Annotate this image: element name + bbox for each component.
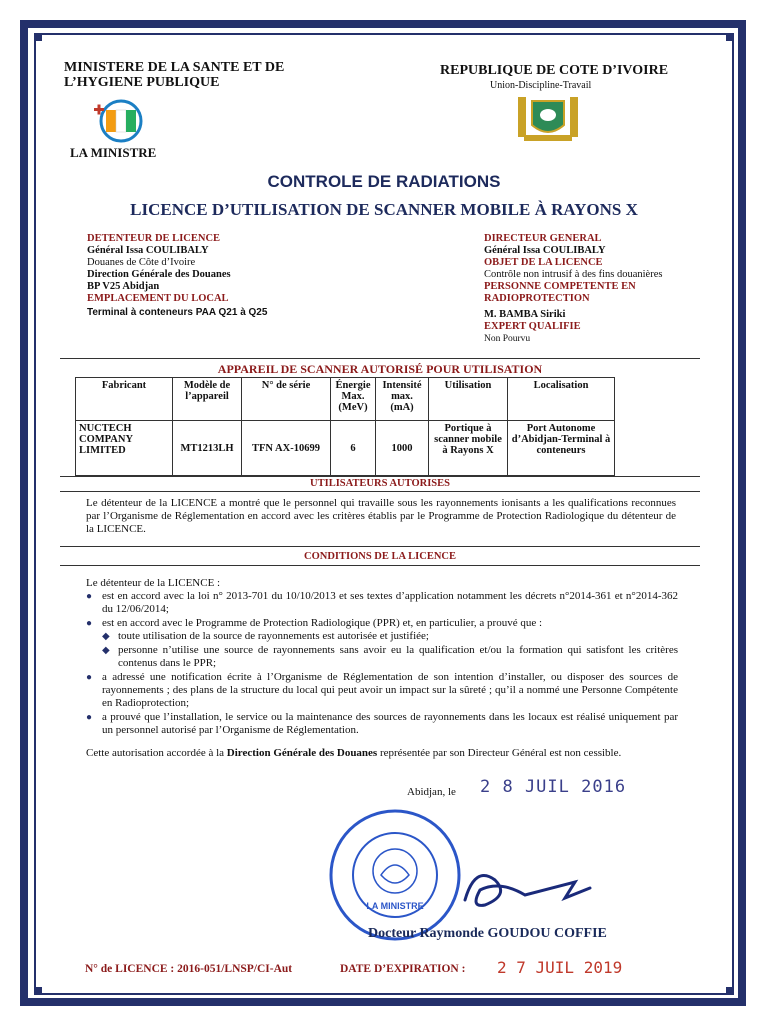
ministry-logo — [88, 98, 154, 144]
conditions-title: CONDITIONS DE LA LICENCE — [304, 551, 456, 562]
corner-ornament — [34, 33, 42, 41]
official-seal — [315, 805, 475, 945]
expert-label: EXPERT QUALIFIE — [484, 321, 581, 332]
corner-ornament — [726, 33, 734, 41]
sub-list — [102, 630, 678, 670]
device-table — [75, 377, 615, 476]
list-item: ● a adressé une notification écrite à l’Organisme de Réglementation de son intention d’installer, ou disposer des sources de rayonnements ; des plans de la structure du local qui peut avoir un impact sur la sûreté ; qu’il a nommé une Personne Compétente en Radioprotection; — [86, 671, 678, 709]
place-label: Abidjan, le — [407, 786, 456, 798]
divider — [60, 491, 700, 492]
director-name: Général Issa COULIBALY — [484, 245, 606, 256]
handwritten-signature — [455, 860, 595, 920]
conditions-body — [86, 577, 678, 760]
authorization-text: Cette autorisation accordée à la Direction Générale des Douanes représentée par son Directeur Général est non cessible. — [86, 747, 622, 759]
ministry-name: MINISTERE DE LA SANTE ET DE L’HYGIENE PUBLIQUE — [64, 60, 285, 90]
expert-value: Non Pourvu — [484, 334, 531, 344]
table-header-row — [76, 378, 615, 421]
col-header: N° de série — [242, 378, 331, 421]
title-licence: LICENCE D’UTILISATION DE SCANNER MOBILE À RAYONS X — [130, 200, 638, 219]
list-item: ◆ toute utilisation de la source de rayonnements est autorisée et justifiée; — [102, 630, 429, 642]
col-header: Utilisation — [429, 378, 508, 421]
seal-text: LA MINISTRE — [366, 901, 424, 911]
competent-label-1: PERSONNE COMPETENTE EN — [484, 281, 636, 292]
divider — [60, 476, 700, 477]
users-text: Le détenteur de la LICENCE a montré que le personnel qui travaille sous les rayonnements ionisants a les qualifications reconnues par l’Organisme de Réglementation en accord avec les critères établis par le Programme de Protection Radiologique du détenteur de la LICENCE. — [86, 497, 676, 535]
list-item: ● est en accord avec la loi n° 2013-701 du 10/10/2013 et ses textes d’application notamment les décrets n°2014-361 et n°2014-362 du 12/06/2014; — [86, 590, 678, 615]
bullet-icon: ● — [86, 672, 93, 683]
holder-address: BP V25 Abidjan — [87, 281, 160, 292]
col-header: Modèle de l’appareil — [173, 378, 242, 421]
motto: Union-Discipline-Travail — [490, 80, 592, 91]
holder-dept: Direction Générale des Douanes — [87, 269, 231, 280]
signatory-name: Docteur Raymonde GOUDOU COFFIE — [368, 926, 607, 941]
object-value: Contrôle non intrusif à des fins douanières — [484, 269, 663, 280]
conditions-list — [86, 590, 678, 737]
cell-model: MT1213LH — [173, 421, 242, 476]
table-row — [76, 421, 615, 476]
location-value: Terminal à conteneurs PAA Q21 à Q25 — [87, 307, 268, 318]
corner-ornament — [34, 987, 42, 995]
cell-usage: Portique à scanner mobile à Rayons X — [429, 421, 508, 476]
col-header: Fabricant — [76, 378, 173, 421]
users-section-title: UTILISATEURS AUTORISES — [310, 478, 450, 489]
col-header: Localisation — [508, 378, 615, 421]
list-item: ◆ personne n’utilise une source de rayonnements sans avoir eu la qualification et/ou la formation qui satisfont les critères contenus dans le PPR; — [102, 644, 678, 669]
republic-name: REPUBLIQUE DE COTE D’IVOIRE — [440, 63, 669, 78]
expiry-label: DATE D’EXPIRATION : — [340, 963, 466, 975]
bullet-icon: ● — [86, 591, 93, 602]
right-info-block — [484, 233, 662, 345]
object-label: OBJET DE LA LICENCE — [484, 257, 603, 268]
title-controle: CONTROLE DE RADIATIONS — [267, 172, 501, 191]
col-header: Intensité max. (mA) — [376, 378, 429, 421]
location-label: EMPLACEMENT DU LOCAL — [87, 293, 229, 304]
expiry-date: 2 7 JUIL 2019 — [497, 958, 623, 977]
divider — [60, 565, 700, 566]
holder-org: Douanes de Côte d’Ivoire — [87, 257, 196, 268]
ministre-label: LA MINISTRE — [70, 145, 157, 160]
corner-ornament — [726, 987, 734, 995]
bullet-icon: ● — [86, 712, 93, 723]
licence-number: N° de LICENCE : 2016-051/LNSP/CI-Aut — [85, 963, 293, 975]
diamond-icon: ◆ — [102, 631, 110, 642]
divider — [60, 546, 700, 547]
diamond-icon: ◆ — [102, 645, 110, 656]
cell-manufacturer: NUCTECH COMPANY LIMITED — [76, 421, 173, 476]
col-header: Énergie Max. (MeV) — [331, 378, 376, 421]
director-label: DIRECTEUR GENERAL — [484, 233, 602, 244]
competent-label-2: RADIOPROTECTION — [484, 293, 590, 304]
cell-serial: TFN AX-10699 — [242, 421, 331, 476]
divider — [60, 358, 700, 359]
holder-block — [87, 233, 267, 319]
holder-label: DETENTEUR DE LICENCE — [87, 233, 221, 244]
coat-of-arms — [510, 95, 586, 145]
device-section-title: APPAREIL DE SCANNER AUTORISÉ POUR UTILISATION — [217, 362, 543, 376]
cell-intensity: 1000 — [376, 421, 429, 476]
list-item: ● a prouvé que l’installation, le service ou la maintenance des sources de rayonnements dans les locaux est réalisé uniquement par un personnel autorisé par l’Organisme de Réglementation. — [86, 711, 678, 736]
conditions-intro: Le détenteur de la LICENCE : — [86, 577, 221, 589]
list-item: ● est en accord avec le Programme de Protection Radiologique (PPR) et, en particulier, a prouvé que : ◆ toute utilisation de la source de rayonnements est autorisée et justifiée; ◆ personne n’utilise une source de rayonnements sans avoir eu la qualification et/ou la formation qui satisfont les critères contenus dans le PPR; — [86, 617, 678, 669]
cell-energy: 6 — [331, 421, 376, 476]
issue-date-stamp: 2 8 JUIL 2016 — [480, 777, 627, 797]
holder-name: Général Issa COULIBALY — [87, 245, 209, 256]
cell-location: Port Autonome d’Abidjan-Terminal à conteneurs — [508, 421, 615, 476]
competent-name: M. BAMBA Siriki — [484, 309, 566, 320]
bullet-icon: ● — [86, 618, 93, 629]
